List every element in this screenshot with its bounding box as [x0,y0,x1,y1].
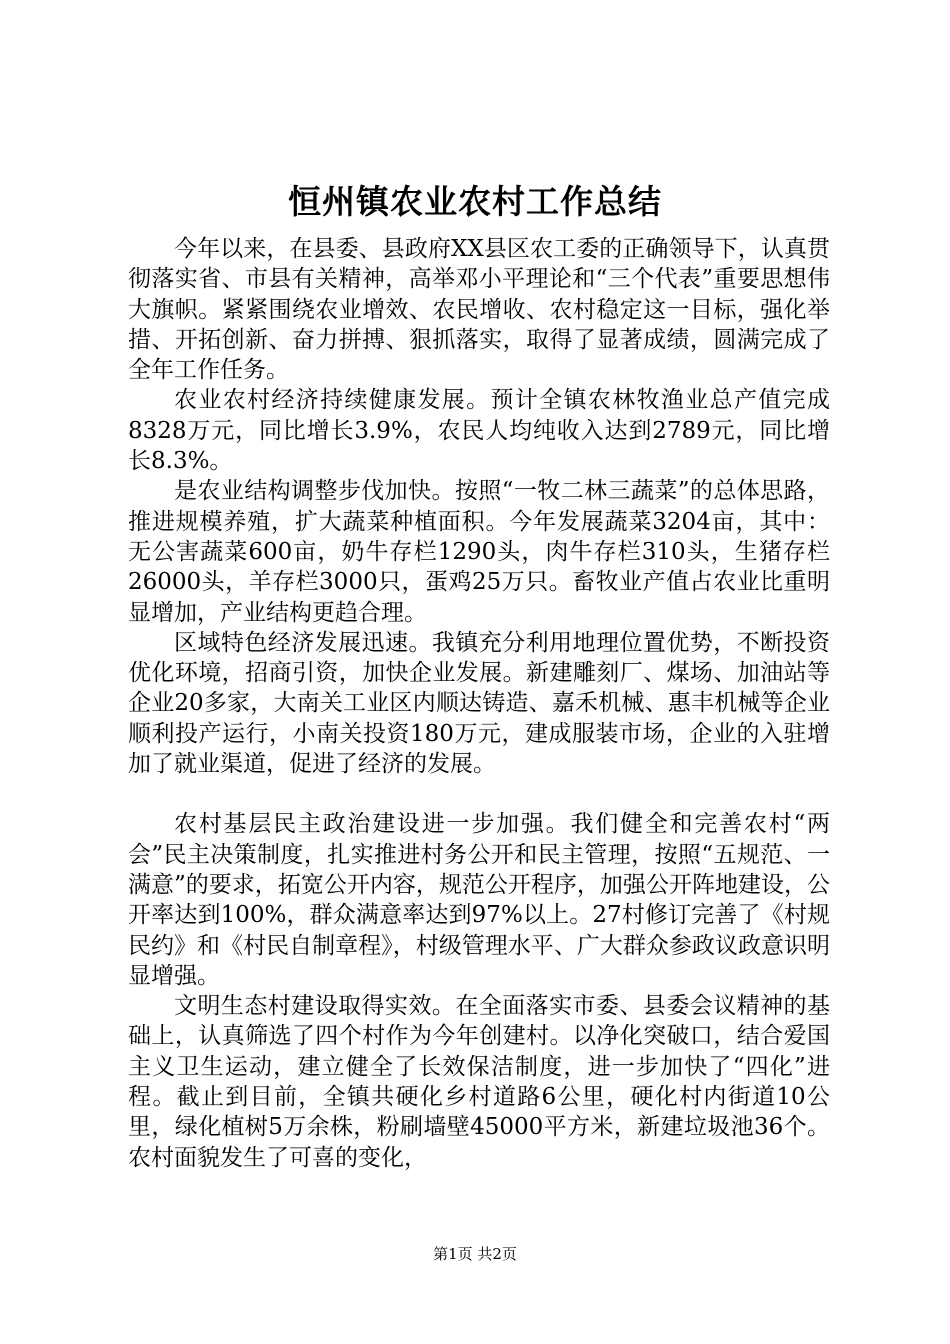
paragraph-democracy: 农村基层民主政治建设进一步加强。我们健全和完善农村“两会”民主决策制度，扎实推进村务公开和民主管理，按照“五规范、一满意”的要求，拓宽公开内容，规范公开程序，加强公开阵地建设，公开率达到100%，群众满意率达到97%以上。27村修订完善了《村规民约》和《村民自制章程》，村级管理水平、广大群众参政议政意识明显增强。 [128,811,830,989]
paragraph-structure: 是农业结构调整步伐加快。按照“一牧二林三蔬菜”的总体思路，推进规模养殖，扩大蔬菜种植面积。今年发展蔬菜3204亩，其中：无公害蔬菜600亩，奶牛存栏1290头，肉牛存栏310头，生猪存栏26000头，羊存栏3000只，蛋鸡25万只。畜牧业产值占农业比重明显增加，产业结构更趋合理。 [128,478,830,626]
paragraph-economy: 农业农村经济持续健康发展。预计全镇农林牧渔业总产值完成8328万元，同比增长3.9%，农民人均纯收入达到2789元，同比增长8.3%。 [128,387,830,475]
page-number-footer: 第1页 共2页 [433,1245,517,1263]
paragraph-eco-village: 文明生态村建设取得实效。在全面落实市委、县委会议精神的基础上，认真筛选了四个村作为今年创建村。以净化突破口，结合爱国主义卫生运动，建立健全了长效保洁制度，进一步加快了“四化”进程。截止到目前，全镇共硬化乡村道路6公里，硬化村内街道10公里，绿化植树5万余株，粉刷墙壁45000平方米，新建垃圾池36个。农村面貌发生了可喜的变化， [128,993,830,1171]
paragraph-intro: 今年以来，在县委、县政府XX县区农工委的正确领导下，认真贯彻落实省、市县有关精神，高举邓小平理论和“三个代表”重要思想伟大旗帜。紧紧围绕农业增效、农民增收、农村稳定这一目标，强化举措、开拓创新、奋力拼搏、狠抓落实，取得了显著成绩，圆满完成了全年工作任务。 [128,236,830,384]
document-body [128,234,830,1173]
paragraph-regional-economy: 区域特色经济发展迅速。我镇充分利用地理位置优势，不断投资优化环境，招商引资，加快企业发展。新建雕刻厂、煤场、加油站等企业20多家，大南关工业区内顺达铸造、嘉禾机械、惠丰机械等企业顺利投产运行，小南关投资180万元，建成服装市场，企业的入驻增加了就业渠道，促进了经济的发展。 [128,629,830,778]
document-title: 恒州镇农业农村工作总结 [288,182,662,221]
